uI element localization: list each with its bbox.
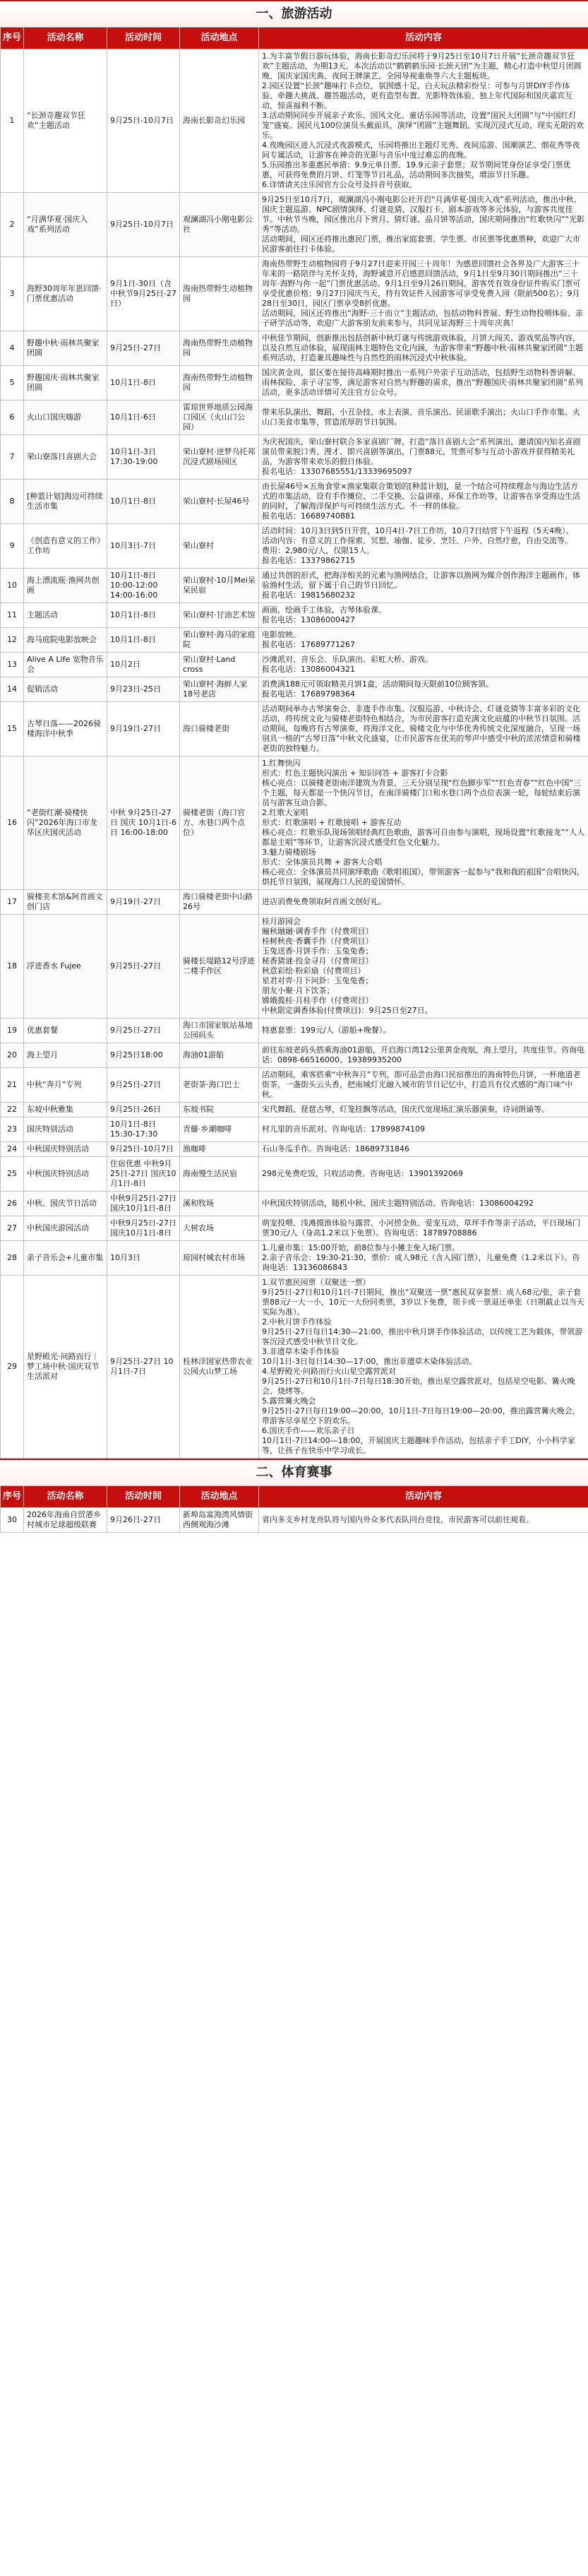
tourism-table <box>0 27 588 1459</box>
activity-content: 活动期间举办古琴演奏会、非遗手作市集、汉服巡游、中秋诗会、灯谜竞猜等丰富多彩的文化活动，将传统文化与骑楼老街特色相结合，为市民游客打造充满文化底蕴的中秋节日氛围。活动期间，每晚将有古琴演奏，将海洋文化、骑楼文化与中华优秀传统文化深度融合，呈现一场别具一格的“古琴日落”中秋文化盛宴，让市民游客在优美的琴声中感受中秋的浓浓情意和骑楼老街的独特魅力。 <box>259 702 588 756</box>
activity-content: 画画，绘画手工体验，古琴体验课。 报名电话：13086000427 <box>259 603 588 628</box>
activity-place: 溪和牧场 <box>180 1192 259 1216</box>
row-number: 11 <box>1 603 24 628</box>
table-row <box>1 756 588 890</box>
activity-name: 海上望月 <box>24 1043 107 1068</box>
table-row <box>1 193 588 257</box>
row-number: 25 <box>1 1157 24 1192</box>
activity-content: 国庆黄金周，景区要在接待高峰期时推出一系列户外亲子互动活动，包括野生动物科普讲解、雨林探险、亲子寻宝等，满足游客对自然与野趣的需求，推出“野趣国庆·雨林共聚家团圆”系列活动，更多活动详情可关注官方公众号。 <box>259 366 588 400</box>
activity-content: 9月25日至10月7日，观澜湖冯小刚电影公社开启“月满华夏·国庆入戏”系列活动，推出中秋、国庆主题巡游、NPC剧情演绎、灯谜竞猜、汉服打卡、剧本游戏等多元体验，与游客共度佳节。中秋节当晚，园区推出月下赏月、猜灯谜、品月饼等活动，国庆期间推出“红歌快闪”“光影秀”等活动。 活动期间，园区还将推出惠民门票，推出家庭套票、学生票、市民票等优惠票种，欢迎广大市民游客前往打卡体验。 <box>259 193 588 257</box>
activity-time: 10月1日-6日 <box>107 400 180 435</box>
activity-place: 大树农场 <box>180 1216 259 1241</box>
activity-content: 进店消费免费领取阿首画文创好礼。 <box>259 890 588 915</box>
row-number: 13 <box>1 653 24 677</box>
sports-col-content-header: 活动内容 <box>259 1486 588 1508</box>
activity-place: 海南热带野生动植物园 <box>180 331 259 366</box>
activity-time: 9月25日18:00 <box>107 1043 180 1068</box>
table-row <box>1 1216 588 1241</box>
col-no-header: 序号 <box>1 28 24 49</box>
row-number: 27 <box>1 1216 24 1241</box>
activity-place: 海南热带野生动植物园 <box>180 257 259 331</box>
row-number: 28 <box>1 1241 24 1276</box>
activity-place: 青藤·乡潮咖啡 <box>180 1117 259 1142</box>
activity-content: 电影放映。 报名电话：17689771267 <box>259 628 588 653</box>
table-row <box>1 366 588 400</box>
activity-name: 优惠套餐 <box>24 1019 107 1043</box>
section-title-tourism: 一、旅游活动 <box>0 0 588 27</box>
activity-name: 中秋国庆特别活动 <box>24 1157 107 1192</box>
table-row <box>1 1276 588 1459</box>
activity-time: 10月1日-8日 10:00-12:00 14:00-16:00 <box>107 569 180 603</box>
row-number: 14 <box>1 677 24 702</box>
table-row <box>1 435 588 480</box>
table-row <box>1 1241 588 1276</box>
row-number: 21 <box>1 1068 24 1103</box>
activity-place: 荣山寮村·10月Mei呆呆民宿 <box>180 569 259 603</box>
row-number: 7 <box>1 435 24 480</box>
activity-place: 东坡书院 <box>180 1103 259 1117</box>
col-time-header: 活动时间 <box>107 28 180 49</box>
row-number: 5 <box>1 366 24 400</box>
activity-name: 亲子音乐会+儿童市集 <box>24 1241 107 1276</box>
activity-place: 桂林洋国家热带农业公园火山梦工场 <box>180 1276 259 1459</box>
activity-time: 9月23日-25日 <box>107 677 180 702</box>
activity-content: 由长屋46号×五角食堂×渔家集联合策划的[种蓝计划]，是一个结合可持续理念与海边生活方式的市集活动，设有手作摊位、二手交换、公益讲座、环保工作坊等，让游客在享受海边生活的同时，了解海洋保护与可持续生活方式。不一样的体验。 报名电话：16689740881 <box>259 480 588 524</box>
activity-name: “月满华夏·国庆入戏”系列活动 <box>24 193 107 257</box>
col-place-header: 活动地点 <box>180 28 259 49</box>
row-number: 17 <box>1 890 24 915</box>
sports-col-name-header: 活动名称 <box>24 1486 107 1508</box>
activity-time: 9月19日-27日 <box>107 702 180 756</box>
activity-time: 9月25日-27日 10月1日-7日 <box>107 1276 180 1459</box>
activity-time: 9月19日-27日 <box>107 890 180 915</box>
table-row <box>1 1192 588 1216</box>
tourism-table-body <box>1 49 588 1459</box>
activity-time: 9月25日-27日 <box>107 1019 180 1043</box>
row-number: 26 <box>1 1192 24 1216</box>
activity-content: 中秋佳节期间，创新推出包括创新中秋灯谜与传统游戏体验，月饼大闯关、游戏奖品等内容，以及自然互动体验，展现雨林主题特色文化内涵，为游客带来“野趣中秋·雨林共聚家团圆”主题系列活动，打造兼具趣味性与自然性的雨林沉浸式中秋体验。 <box>259 331 588 366</box>
table-row <box>1 1142 588 1157</box>
activity-time: 9月25日-10月7日 <box>107 49 180 193</box>
table-row <box>1 524 588 569</box>
row-number: 16 <box>1 756 24 890</box>
activity-name: 野趣中秋·雨林共聚家团圆 <box>24 331 107 366</box>
activity-time: 10月3日-7日 <box>107 524 180 569</box>
sports-col-no-header: 序号 <box>1 1486 24 1508</box>
table-header-row <box>1 28 588 49</box>
table-row <box>1 331 588 366</box>
activity-place: 荣山寮村·逆梦乌托邦沉浸式剧场园区 <box>180 435 259 480</box>
activity-content: 石山冬瓜手作。咨询电话：18689731846 <box>259 1142 588 1157</box>
row-number: 29 <box>1 1276 24 1459</box>
activity-place: 荣山寮村·Land cross <box>180 653 259 677</box>
activity-content: 活动期间，乘客搭乘“中秋奔月”专列，即可品尝由海口民宿推出的海南特色月饼，一杯地道老街茶，一盏街头云头香，把南城灯光融入城市的节日记忆中，打造具有仪式感的“海口味”中秋。 <box>259 1068 588 1103</box>
table-row <box>1 1117 588 1142</box>
activity-time: 10月1日-8日 <box>107 480 180 524</box>
activity-content: 1.为丰富节假日游玩体验，海南长影奇幻乐园将于9月25日至10月7日开展“长颈奇趣双节狂欢”主题活动，为期13天。本次活动以“鹤鹤鹤乐园·长颈天团”为主题，精心打造中秋望月团圆晚、国庆家国庆典、夜间王牌演艺，全园导视重焕等六大主题板块。 2.园区设置“长颈”趣味打卡点位，氛围感十足，白天玩法精彩纷呈：可参与月饼DIY手作体验、牵趣大挑战、趣答题活动，更有造型布置、光影特效体验、独上年代国际和国庆嘉宾互动，惊喜福利不断。 3.活动期间同步开展亲子欢乐、国风文化、童话乐园等活动，设置“国民大团圆”与“中国红灯笼”盛宴。国民凡100位演员头戴面具，演绎“团圆”主题舞蹈，实现沉浸式互动，现实无限的欢乐。 4.夜晚园区进入沉浸式夜游模式，乐园将推出主题灯光秀、夜间巡游、国潮演艺、烟花秀等夜间专属活动，让游客在神奇的光影与音乐中度过难忘的夜晚。 5.乐园推出多重惠民举措：9.9元单日票、19.9元亲子套票；双节期间凭身份证享受门票优惠，可获得免费的月饼、灯笼等节日礼品，活动期间多次抽奖，增添节日乐趣。 6.详情请关注乐园官方公众号及抖音号获取。 <box>259 49 588 193</box>
col-content-header: 活动内容 <box>259 28 588 49</box>
activity-time: 9月26日-27日 <box>107 1508 180 1533</box>
table-row <box>1 915 588 1019</box>
activity-content: 1.双节惠民园票（双聚送一票） 9月25日-27日和10月1日-7日期间，推出“双聚送一票”惠民双享套票：成人68元/张，亲子套票88元/一大一小，10元一大份同类票，3岁以下免费，领卡或一票退还单张（日期截止以当天实际为准）。 2.中秋月饼手作体验 9月25日-27日每日14:30—21:00，推出中秋月饼手作体验活动，以传统工艺为载体，带领游客沉浸式感受中秋节日文化。 3.非遗草木染手作体验 10月1日-3日每日14:30—17:00，推出非遗草木染体验活动。 4.星野殿光·问路而行火山星空露营派对 9月25日-27日和10月1日-7日每日18:30开始，推出星空露营派对，包括星空电影、篝火晚会、烧烤等。 5.露营篝火晚会 9月25日-27日每日19:00—20:00，10月1日-7日每日19:00—20:00，推出露营篝火晚会，带游客尽享星空下的欢乐。 6.国庆手作——欢乐亲子日 10月1日-7日14:00—18:00，开展国庆主题趣味手作活动，包括亲子手工DIY，小小科学家等，让孩子在快乐中学习成长。 <box>259 1276 588 1459</box>
activity-name: [种蓝计划]海边可持续生活市集 <box>24 480 107 524</box>
activity-name: 促销活动 <box>24 677 107 702</box>
activity-content: 沙滩派对、音乐会、乐队演出、彩虹大桥、游戏。 报名电话：13086004321 <box>259 653 588 677</box>
activity-name: 骑楼美术馆&阿首画文创门店 <box>24 890 107 915</box>
activity-place: 琼园村城农村市场 <box>180 1241 259 1276</box>
activity-time: 10月1日-8日 <box>107 366 180 400</box>
table-row <box>1 569 588 603</box>
activity-name: 浮迹香水 Fujee <box>24 915 107 1019</box>
sports-table-body <box>1 1508 588 1533</box>
activity-place: 渔咖啡 <box>180 1142 259 1157</box>
table-row <box>1 257 588 331</box>
activity-content: 带来乐队演出、舞蹈、小丑杂技、水上表演、音乐演出、民谣歌手演出；火山口手作市集、火山口美食市集等，营造浓厚的节日氛围。 <box>259 400 588 435</box>
table-row <box>1 1043 588 1068</box>
activity-time: 10月1日-8日 15:30-17:30 <box>107 1117 180 1142</box>
activity-content: 为庆祝国庆，荣山寮村联合多家喜剧厂牌，打造“落日喜剧大会”系列演出，邀请国内知名喜剧演员带来脱口秀、漫才、即兴喜剧等演出，门票88元，凭票可参与互动小游戏并获得精美礼品，为游客带来欢乐的假日体验。 报名电话：13307685551/13339695097 <box>259 435 588 480</box>
activity-name: 2026年海南自贸港乡村城市足球超级联赛 <box>24 1508 107 1533</box>
activity-name: 主题活动 <box>24 603 107 628</box>
activity-place: 荣山寮村·甘油艺术馆 <box>180 603 259 628</box>
row-number: 22 <box>1 1103 24 1117</box>
activity-place: 海南长影奇幻乐园 <box>180 49 259 193</box>
activity-name: 中秋、国庆节日活动 <box>24 1192 107 1216</box>
activity-time: 9月1日-30日（含中秋节9月25日-27日） <box>107 257 180 331</box>
activity-place: 观澜湖冯小刚电影公社 <box>180 193 259 257</box>
activity-content: 村儿里的音乐派对。咨询电话：17899874109 <box>259 1117 588 1142</box>
activity-time: 10月2日 <box>107 653 180 677</box>
table-row <box>1 1103 588 1117</box>
table-row <box>1 890 588 915</box>
row-number: 2 <box>1 193 24 257</box>
row-number: 6 <box>1 400 24 435</box>
activity-name: 中秋国庆游园活动 <box>24 1216 107 1241</box>
sports-table-header-row <box>1 1486 588 1508</box>
activity-time: 10月3日 <box>107 1241 180 1276</box>
activity-content: 通过共创的形式，把海洋相关的元素与渔网结合，让游客以渔网为媒介创作海洋主题画作，体验渔村生活，留下属于自己的节日回忆。 报名电话：19815680232 <box>259 569 588 603</box>
activity-time: 10月1日-8日 <box>107 603 180 628</box>
col-name-header: 活动名称 <box>24 28 107 49</box>
activity-place: 荣山寮村 <box>180 524 259 569</box>
activity-content: 1.红舞快闪 形式：红色主题快闪演出 + 知识问答 + 游客打卡合影 核心亮点：以骑楼老街南洋建筑为背景，三天分别呈现“红色脚步军”“红色青春”“红色中国”三个主题，每天都是一个快闪节目，在南洋骑楼门口和水巷口两个点位表演一轮，每轮结束后演员与游客互动合影。 2.红歌大家唱 形式：红歌演唱 + 红歌接唱 + 游客互动 核心亮点：红歌乐队现场领唱经典红色歌曲，游客可自由参与演唱，现场设置“红歌接龙”“人人都是主唱”等环节，让游客沉浸式感受红色文化魅力。 3.魅力骑楼剧场 形式：全体演员共舞 + 游客大合唱 核心亮点：全体演员共同演绎歌曲《歌唱祖国》，带领游客一起参与“我和我的祖国”合唱快闪，烘托节日氛围，展现海口人民的爱国情怀。 <box>259 756 588 890</box>
row-number: 24 <box>1 1142 24 1157</box>
sports-col-time-header: 活动时间 <box>107 1486 180 1508</box>
activity-time: 中秋9月25日-27日 国庆10月1日-8日 <box>107 1192 180 1216</box>
table-row <box>1 1508 588 1533</box>
table-row <box>1 603 588 628</box>
activity-content: 1.儿童市集：15:00开始，前8位参与小摊主免入场门票。 2.亲子音乐会：19:30-21:30，票价：成人98元（含入园门票），儿童免费（1.2米以下）。咨询电话：13136086843 <box>259 1241 588 1276</box>
activity-name: 野趣国庆·雨林共聚家团圆 <box>24 366 107 400</box>
activity-name: 中秋“奔月”专列 <box>24 1068 107 1103</box>
table-row <box>1 49 588 193</box>
activity-content: 消费满188元可领取精美月饼1盒，活动期间每天限前10位顾客领。 报名电话：17689798364 <box>259 677 588 702</box>
activity-time: 10月1日-3日 17:30-19:00 <box>107 435 180 480</box>
activity-place: 新埠岛富海湾风情街西侧观海沙滩 <box>180 1508 259 1533</box>
activity-name: Alive A Life 宽物音乐会 <box>24 653 107 677</box>
activity-time: 中秋 9月25日-27日 国庆 10月1日-6日 16:00-18:00 <box>107 756 180 890</box>
activity-name: 国庆特别活动 <box>24 1117 107 1142</box>
activity-name: 中秋国庆特别活动 <box>24 1142 107 1157</box>
activity-time: 中秋9月25日-27日 国庆10月1日-8日 <box>107 1216 180 1241</box>
table-row <box>1 702 588 756</box>
table-row <box>1 628 588 653</box>
row-number: 23 <box>1 1117 24 1142</box>
activity-content: 特惠套票：199元/人（游船+晚餐）。 <box>259 1019 588 1043</box>
table-row <box>1 653 588 677</box>
activity-content: 298元免费吃饭，只收活动费。咨询电话：13901392069 <box>259 1157 588 1192</box>
row-number: 3 <box>1 257 24 331</box>
activity-place: 海南慢生活民宿 <box>180 1157 259 1192</box>
row-number: 20 <box>1 1043 24 1068</box>
activity-name: 海上漂流瓶·渔网共创画 <box>24 569 107 603</box>
activity-name: 海马庭院电影放映会 <box>24 628 107 653</box>
activity-time: 9月25日-27日 <box>107 915 180 1019</box>
row-number: 12 <box>1 628 24 653</box>
activity-place: 荣山寮村·海鲜人家18号老店 <box>180 677 259 702</box>
row-number: 1 <box>1 49 24 193</box>
table-row <box>1 400 588 435</box>
section-title-sports: 二、体育赛事 <box>0 1459 588 1485</box>
activity-name: 星野殿光·问路而行｜梦工场中秋·国庆双节生活派对 <box>24 1276 107 1459</box>
activity-place: 荣山寮村·长屋46号 <box>180 480 259 524</box>
activity-content: 活动时间：10月3日到5日开营，10月4日-7日工作坊，10月7日结营下午返程（5天4晚）。 活动内容：有意义的工作探索、冥想、瑜伽、徒步、烹饪、户外、自然疗愈，自由交流等。 费用：2,980元/人，仅限15人。 报名电话：13379862715 <box>259 524 588 569</box>
activity-name: 荣山寮落日喜剧大会 <box>24 435 107 480</box>
activity-place: 海口骑楼老街 <box>180 702 259 756</box>
row-number: 15 <box>1 702 24 756</box>
activity-content: 桂月游园会 瞳秋融融·调香手作（付费项目） 桂树秋夜·香囊手作（付费项目） 玉兔送香·月饼手作：玉兔兔香； 秘香猜谜·投金寻月（付费项目） 秋意彩绘·粉彩扇（付费项目） 星君对弈·月下问卦：玉兔兔香； 朋友小聚·月下饮茶； 嫦娥揽桂·月桂手作（付费项目） 中秋限定调香体验(付费项目)：9月25日至27日。 <box>259 915 588 1019</box>
activity-place: 老街茶·海口巴士 <box>180 1068 259 1103</box>
row-number: 8 <box>1 480 24 524</box>
activity-place: 骑楼长堤路12号浮迹二楼手作区 <box>180 915 259 1019</box>
sports-col-place-header: 活动地点 <box>180 1486 259 1508</box>
activity-content: 前往东坡老码头搭乘海油01游船，开启海口湾12公里黄金夜航，海上望月，共度佳节。咨询电话：0898-66516000、19389935200 <box>259 1043 588 1068</box>
row-number: 18 <box>1 915 24 1019</box>
activity-time: 9月25日-26日 <box>107 1103 180 1117</box>
activity-place: 海口骑楼老街中山路26号 <box>180 890 259 915</box>
table-row <box>1 480 588 524</box>
table-row <box>1 1157 588 1192</box>
activity-place: 骑楼老街（海口官方、水巷口两个点位） <box>180 756 259 890</box>
activity-content: 宋代舞蹈，琵琶古琴，灯笼挂飘等活动，国庆代宽现场汇演乐器演奏，诗词朗诵等。 <box>259 1103 588 1117</box>
activity-time: 住宿优惠 中秋9月25日-27日 国庆10月1日-8日 <box>107 1157 180 1192</box>
activity-name: 海野30周年年恩回馈·门票优惠活动 <box>24 257 107 331</box>
activity-place: 雷琼世界地质公园海口园区（火山口公园） <box>180 400 259 435</box>
activity-content: 省内多支乡村龙舟队将与国内外众多代表队同台竞技，市民游客可以前往观看。 <box>259 1508 588 1533</box>
activity-name: “长颈奇趣双节狂欢”主题活动 <box>24 49 107 193</box>
activity-time: 9月25日-10月7日 <box>107 1142 180 1157</box>
activity-name: 古琴日落——2026骑楼海洋中秋季 <box>24 702 107 756</box>
activity-time: 9月25日-27日 <box>107 331 180 366</box>
row-number: 10 <box>1 569 24 603</box>
table-row <box>1 1019 588 1043</box>
activity-time: 9月25日-27日 <box>107 1068 180 1103</box>
activity-content: 海南热带野生动植物园将于9月27日迎来开园三十周年！为感恩回馈社会各界及广大游客三十年来的一路陪伴与关怀支持，海野诚意开启感恩回馈活动，9月1日至9月30日期间推出“三十周年·海野与你一起”门票优惠活动。9月1日至9月26日期间，游客凭有效身份证件购买门票可享受优惠价格；9月27日园庆当天，持有效证件入园游客可享受免费入园（限前500名）；9月28日至30日，园区门票享受8折优惠。 活动期间，园区还将推出“海野·三十而立”主题活动，包括动物科普展、野生动物投喂体验、亲子研学活动等，欢迎广大游客朋友前来参与，共同见证海野三十周年庆典！ <box>259 257 588 331</box>
activity-place: 海油01游船 <box>180 1043 259 1068</box>
row-number: 9 <box>1 524 24 569</box>
activity-name: 《创造有意义的工作》工作坊 <box>24 524 107 569</box>
activity-content: 萌宠投喂、浅滩摸渔体验与露营、小河捞金鱼、爱宠互动、草坪手作等亲子活动，平日现场门票30元/人（身高1.2米以下免票）。咨询电话：18789708886 <box>259 1216 588 1241</box>
sports-table <box>0 1485 588 1533</box>
row-number: 4 <box>1 331 24 366</box>
activity-place: 海口市国家航站基地公园码头 <box>180 1019 259 1043</box>
activity-place: 海南热带野生动植物园 <box>180 366 259 400</box>
activity-content: 中秋国庆特别活动，随机中秋、国庆主题特别活动。咨询电话：13086004292 <box>259 1192 588 1216</box>
row-number: 19 <box>1 1019 24 1043</box>
table-row <box>1 1068 588 1103</box>
activity-place: 荣山寮村·海马的家庭院 <box>180 628 259 653</box>
row-number: 30 <box>1 1508 24 1533</box>
activity-name: “老街红潮·骑楼快闪”2026年海口市龙华区庆国庆活动 <box>24 756 107 890</box>
activity-time: 10月1日-8日 <box>107 628 180 653</box>
activity-name: 东坡中秋雅集 <box>24 1103 107 1117</box>
activity-time: 9月25日-10月7日 <box>107 193 180 257</box>
table-row <box>1 677 588 702</box>
activity-name: 火山口国庆嗨游 <box>24 400 107 435</box>
